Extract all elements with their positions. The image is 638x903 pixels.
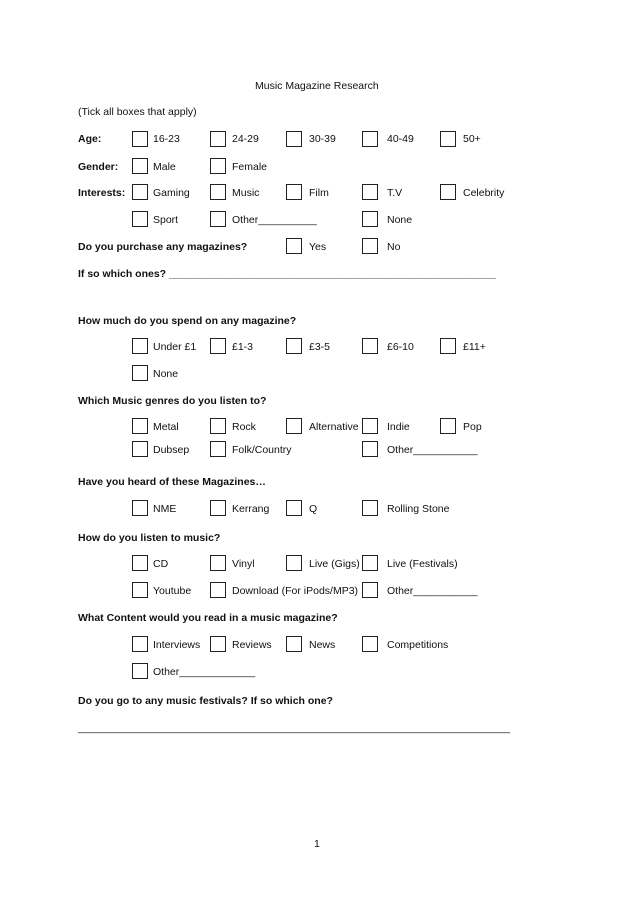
listen-option-label: Live (Gigs) [309, 558, 360, 570]
spend-under-1-checkbox[interactable] [132, 338, 148, 354]
heard-option-label: NME [153, 503, 177, 515]
spend-option-label: £11+ [463, 341, 486, 353]
heard-question: Have you heard of these Magazines… [78, 476, 266, 488]
heard-q-checkbox[interactable] [286, 500, 302, 516]
genre-alternative-checkbox[interactable] [286, 418, 302, 434]
age-label: Age: [78, 133, 102, 145]
interest-sport-checkbox[interactable] [132, 211, 148, 227]
listen-live-festivals-checkbox[interactable] [362, 555, 378, 571]
listen-vinyl-checkbox[interactable] [210, 555, 226, 571]
page-title: Music Magazine Research [255, 80, 379, 92]
gender-option-label: Male [153, 161, 176, 173]
content-reviews-checkbox[interactable] [210, 636, 226, 652]
genre-rock-checkbox[interactable] [210, 418, 226, 434]
interest-tv-checkbox[interactable] [362, 184, 378, 200]
interest-option-label: T.V [387, 187, 403, 199]
age-option-label: 40-49 [387, 133, 414, 145]
genre-option-label: Pop [463, 421, 482, 433]
content-option-label: Interviews [153, 639, 201, 651]
age-option-label: 50+ [463, 133, 481, 145]
which-ones-field[interactable]: If so which ones? ________________________________________________________ [78, 268, 497, 280]
age-30-39-checkbox[interactable] [286, 131, 302, 147]
spend-option-label: £1-3 [232, 341, 254, 353]
heard-option-label: Q [309, 503, 318, 515]
interest-music-checkbox[interactable] [210, 184, 226, 200]
content-interviews-checkbox[interactable] [132, 636, 148, 652]
instruction-text: (Tick all boxes that apply) [78, 106, 197, 118]
age-16-23-checkbox[interactable] [132, 131, 148, 147]
purchase-no-checkbox[interactable] [362, 238, 378, 254]
genre-other-field[interactable]: Other___________ [387, 444, 478, 456]
spend-question: How much do you spend on any magazine? [78, 315, 297, 327]
listen-other-checkbox[interactable] [362, 582, 378, 598]
heard-nme-checkbox[interactable] [132, 500, 148, 516]
genre-option-label: Alternative [309, 421, 359, 433]
spend-option-label: None [153, 368, 179, 380]
purchase-option-label: Yes [309, 241, 327, 253]
content-question: What Content would you read in a music magazine? [78, 612, 338, 624]
spend-11-plus-checkbox[interactable] [440, 338, 456, 354]
gender-label: Gender: [78, 161, 119, 173]
spend-option-label: £3-5 [309, 341, 331, 353]
spend-6-10-checkbox[interactable] [362, 338, 378, 354]
interest-option-label: Sport [153, 214, 179, 226]
spend-option-label: Under £1 [153, 341, 197, 353]
interest-option-label: Gaming [153, 187, 190, 199]
heard-rolling-stone-checkbox[interactable] [362, 500, 378, 516]
interest-none-checkbox[interactable] [362, 211, 378, 227]
content-competitions-checkbox[interactable] [362, 636, 378, 652]
gender-male-checkbox[interactable] [132, 158, 148, 174]
listen-option-label: Live (Festivals) [387, 558, 458, 570]
listen-option-label: CD [153, 558, 169, 570]
genre-option-label: Folk/Country [232, 444, 292, 456]
interest-celebrity-checkbox[interactable] [440, 184, 456, 200]
interest-option-label: Music [232, 187, 260, 199]
age-option-label: 30-39 [309, 133, 336, 145]
listen-other-field[interactable]: Other___________ [387, 585, 478, 597]
interest-option-label: Film [309, 187, 329, 199]
content-other-checkbox[interactable] [132, 663, 148, 679]
age-40-49-checkbox[interactable] [362, 131, 378, 147]
age-50-plus-checkbox[interactable] [440, 131, 456, 147]
age-option-label: 16-23 [153, 133, 180, 145]
genre-option-label: Indie [387, 421, 410, 433]
genre-option-label: Metal [153, 421, 179, 433]
interest-film-checkbox[interactable] [286, 184, 302, 200]
content-option-label: Competitions [387, 639, 449, 651]
spend-3-5-checkbox[interactable] [286, 338, 302, 354]
genre-dubsep-checkbox[interactable] [132, 441, 148, 457]
purchase-question: Do you purchase any magazines? [78, 241, 248, 253]
age-option-label: 24-29 [232, 133, 259, 145]
spend-none-checkbox[interactable] [132, 365, 148, 381]
page-number: 1 [314, 838, 320, 850]
listen-option-label: Vinyl [232, 558, 255, 570]
festivals-answer-field[interactable]: __________________________________________________________________________ [78, 722, 511, 734]
content-option-label: News [309, 639, 336, 651]
purchase-option-label: No [387, 241, 401, 253]
age-24-29-checkbox[interactable] [210, 131, 226, 147]
listen-option-label: Download (For iPods/MP3) [232, 585, 359, 597]
content-other-field[interactable]: Other_____________ [153, 666, 256, 678]
interests-label: Interests: [78, 187, 126, 199]
listen-question: How do you listen to music? [78, 532, 221, 544]
gender-option-label: Female [232, 161, 268, 173]
interest-gaming-checkbox[interactable] [132, 184, 148, 200]
heard-option-label: Rolling Stone [387, 503, 450, 515]
interest-other-checkbox[interactable] [210, 211, 226, 227]
genre-other-checkbox[interactable] [362, 441, 378, 457]
heard-kerrang-checkbox[interactable] [210, 500, 226, 516]
content-option-label: Reviews [232, 639, 272, 651]
spend-1-3-checkbox[interactable] [210, 338, 226, 354]
genre-indie-checkbox[interactable] [362, 418, 378, 434]
listen-option-label: Youtube [153, 585, 192, 597]
content-news-checkbox[interactable] [286, 636, 302, 652]
genres-question: Which Music genres do you listen to? [78, 395, 267, 407]
listen-youtube-checkbox[interactable] [132, 582, 148, 598]
listen-cd-checkbox[interactable] [132, 555, 148, 571]
genre-option-label: Rock [232, 421, 256, 433]
listen-live-gigs-checkbox[interactable] [286, 555, 302, 571]
heard-option-label: Kerrang [232, 503, 270, 515]
interest-other-field[interactable]: Other__________ [232, 214, 317, 226]
gender-female-checkbox[interactable] [210, 158, 226, 174]
interest-option-label: Celebrity [463, 187, 505, 199]
genre-pop-checkbox[interactable] [440, 418, 456, 434]
interest-option-label: None [387, 214, 413, 226]
genre-metal-checkbox[interactable] [132, 418, 148, 434]
spend-option-label: £6-10 [387, 341, 414, 353]
genre-folk-country-checkbox[interactable] [210, 441, 226, 457]
purchase-yes-checkbox[interactable] [286, 238, 302, 254]
listen-download-checkbox[interactable] [210, 582, 226, 598]
genre-option-label: Dubsep [153, 444, 190, 456]
festivals-question: Do you go to any music festivals? If so which one? [78, 695, 333, 707]
